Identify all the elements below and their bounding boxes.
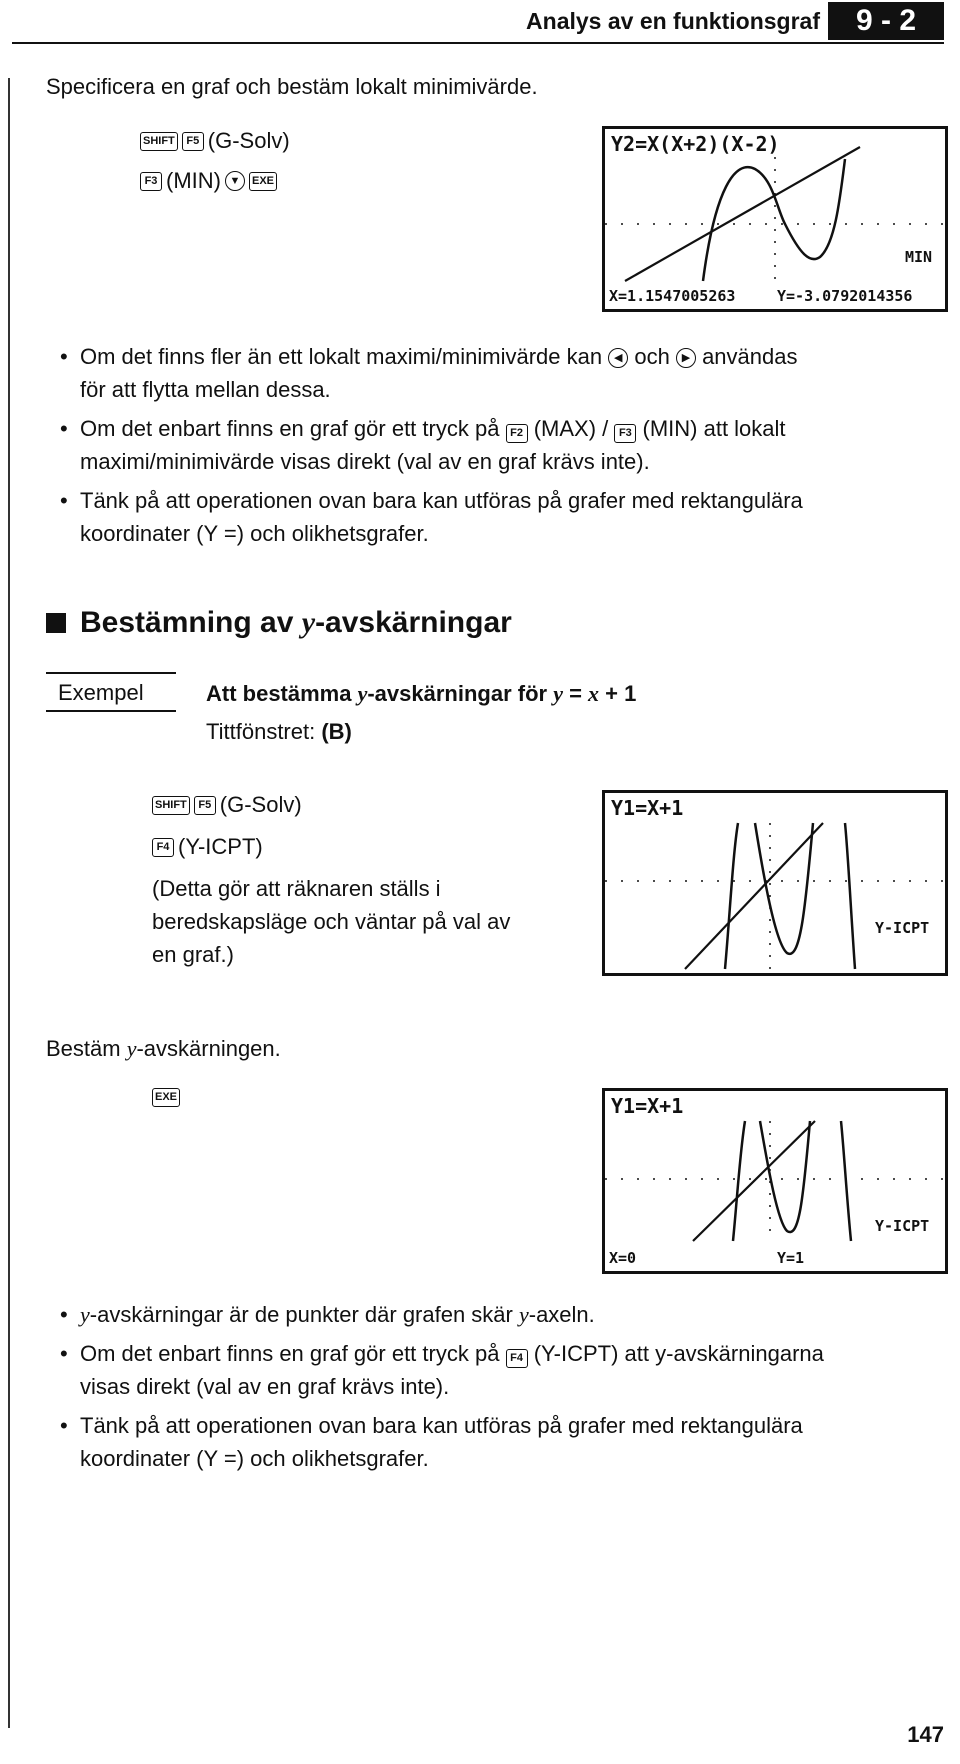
screen-tag: Y-ICPT [875,1217,930,1235]
calculator-screen-ycept [602,790,948,976]
screen-graph-min [605,129,945,309]
bullet-dot: • [60,1413,68,1438]
bullet-text: Tänk på att operationen ovan bara kan utföras på grafer med rektangulära koordinater (Y =) och olikhetsgrafer. [80,488,803,546]
bullet-text: y-avskärningar är de punkter där grafen skär y-axeln. [80,1302,595,1327]
screen-tag: Y-ICPT [875,919,930,937]
step-text: Bestäm y-avskärningen. [46,1036,281,1061]
f4-key: F4 [152,838,174,857]
intro-text: Specificera en graf och bestäm lokalt minimivärde. [46,74,538,99]
header-rule [12,42,944,44]
curve-left [725,823,738,969]
curve-right [845,823,855,969]
calculator-screen-min [602,126,948,312]
curve-right [841,1121,851,1241]
screen-x-value: X=0 [609,1249,637,1267]
screen-tag: MIN [905,248,933,266]
bullet-text: Om det enbart finns en graf gör ett tryck på F2 (MAX) / F3 (MIN) att lokalt maximi/minimivärde visas direkt (val av en graf krävs inte). [80,416,786,474]
example-label: Exempel [58,680,144,705]
key-label: (G-Solv) [207,128,290,153]
shift-key: SHIFT [140,132,178,151]
view-window-text: Tittfönstret: (B) [206,719,352,744]
cubic-graph [703,159,845,281]
key-label: (MIN) [166,168,221,193]
f3-key: F3 [614,424,636,443]
curve-left [733,1121,745,1241]
list-item [60,1337,940,1403]
bullet-dot: • [60,488,68,513]
screen-y-value: Y=-3.0792014356 [777,287,913,305]
exe-key: EXE [249,172,277,191]
calculator-screen-result [602,1088,948,1274]
curve-mid [760,1121,810,1232]
list-item [60,340,940,406]
bullet-text: Om det enbart finns en graf gör ett tryck på F4 (Y-ICPT) att y-avskärningarna visas direkt (val av en graf krävs inte). [80,1341,824,1399]
example-rule-bottom [46,710,176,712]
screen-graph-result [605,1091,945,1271]
key-sequence-3 [152,792,302,818]
f5-key: F5 [194,796,216,815]
page-number: 147 [907,1722,944,1747]
screen-top-text: Y1=X+1 [611,796,684,820]
key-sequence-2 [140,168,277,194]
left-arrow-key: ◀ [608,348,628,368]
screen-top-text: Y2=X(X+2)(X-2) [611,132,780,156]
list-item [60,1409,940,1475]
bullet-list-1 [60,340,940,550]
bullet-dot: • [60,344,68,369]
section-marker-icon [46,613,66,633]
list-item [60,412,940,478]
key-label: (G-Solv) [219,792,302,817]
bullet-list-2 [60,1298,940,1475]
bullet-text: Om det finns fler än ett lokalt maximi/minimivärde kan ◀ och ▶ användas för att flytta mellan dessa. [80,344,798,402]
bullet-dot: • [60,1302,68,1327]
f2-key: F2 [506,424,528,443]
example-text: Att bestämma y-avskärningar för y = x + 1 [206,681,637,706]
down-arrow-key: ▼ [225,171,245,191]
shift-key: SHIFT [152,796,190,815]
f3-key: F3 [140,172,162,191]
key-sequence-5 [152,1088,180,1107]
list-item [60,1298,940,1331]
exe-key: EXE [152,1088,180,1107]
screen-graph-ycept [605,793,945,973]
f4-key: F4 [506,1349,528,1368]
key-sequence-4 [152,834,263,860]
example-rule-top [46,672,176,674]
key-sequence-1 [140,128,290,154]
screen-y-value: Y=1 [777,1249,805,1267]
bullet-dot: • [60,416,68,441]
f5-key: F5 [182,132,204,151]
chapter-badge: 9 - 2 [828,2,944,40]
note-text: (Detta gör att räknaren ställs i beredskapsläge och väntar på val av en graf.) [152,876,511,967]
key-label: (Y-ICPT) [178,834,263,859]
margin-rule [8,78,10,1728]
bullet-dot: • [60,1341,68,1366]
bullet-text: Tänk på att operationen ovan bara kan utföras på grafer med rektangulära koordinater (Y =) och olikhetsgrafer. [80,1413,803,1471]
screen-x-value: X=1.1547005263 [609,287,736,305]
right-arrow-key: ▶ [676,348,696,368]
line-graph [685,823,823,969]
list-item [60,484,940,550]
section-title: Bestämning av y-avskärningar [46,606,512,640]
screen-top-text: Y1=X+1 [611,1094,684,1118]
header-title: Analys av en funktionsgraf [526,8,820,34]
